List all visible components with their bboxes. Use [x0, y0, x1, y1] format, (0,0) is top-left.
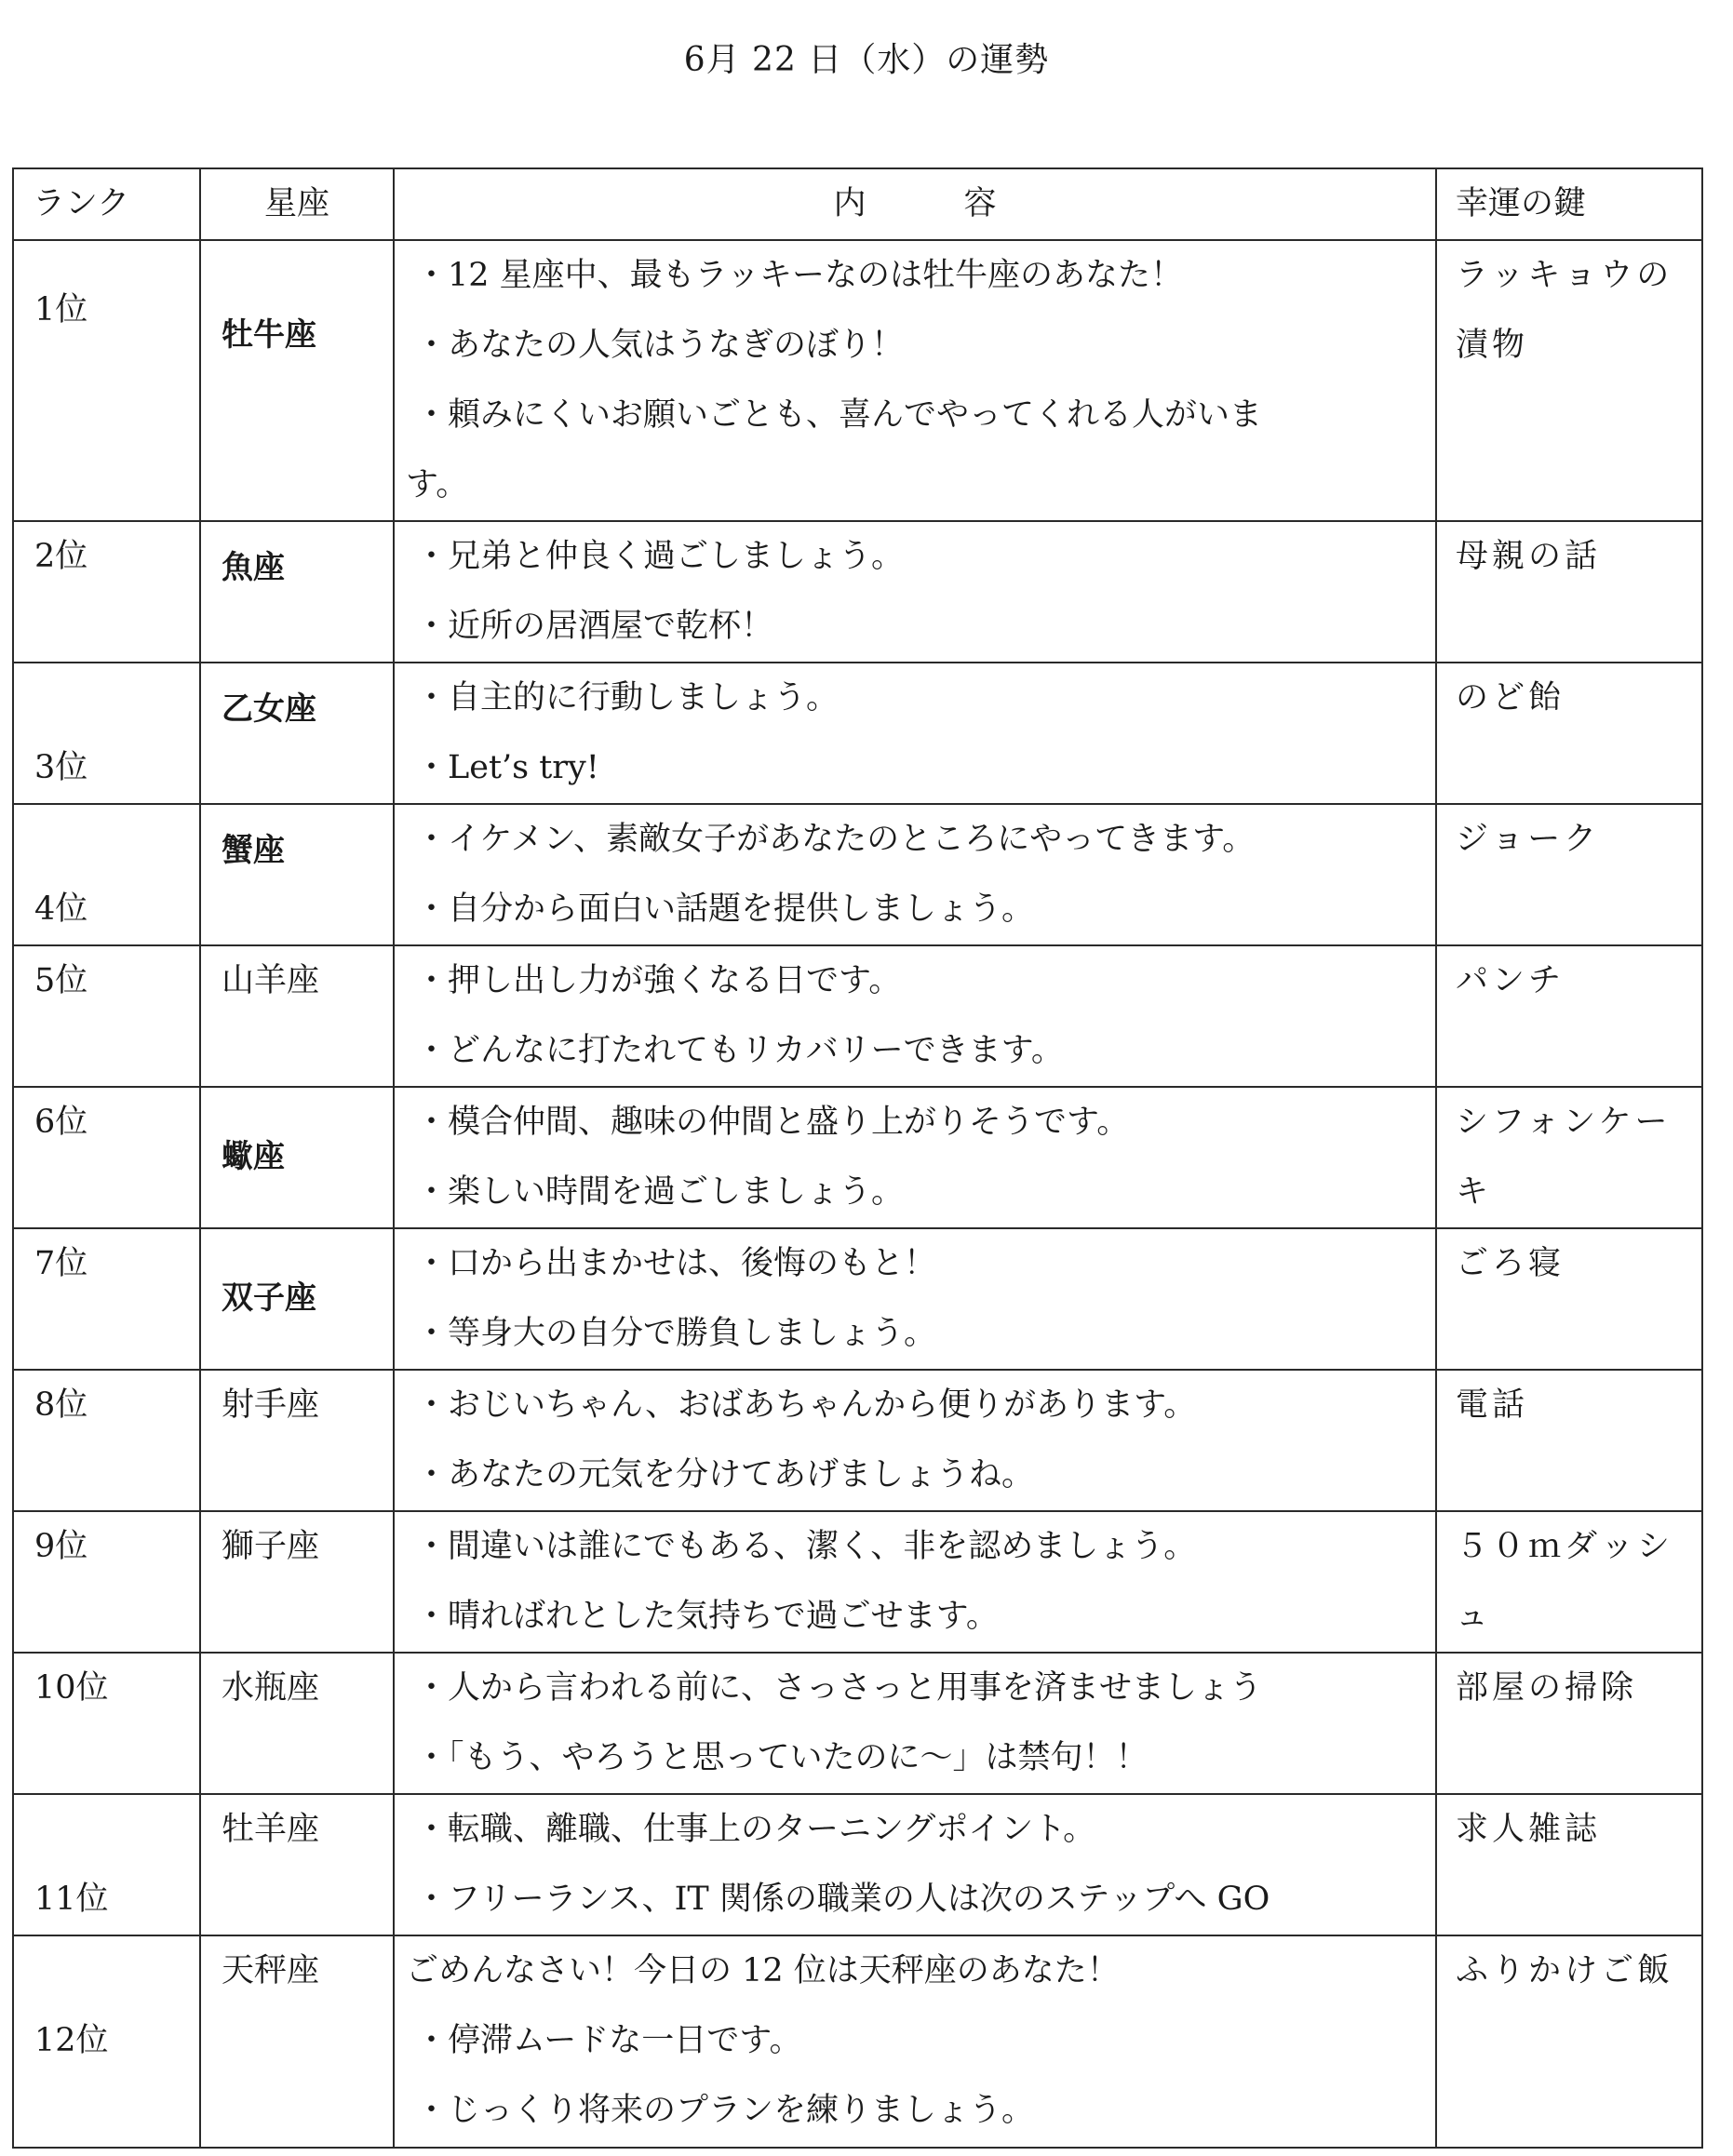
- rank-cell: [13, 1511, 200, 1653]
- content-line: ・自分から面白い話題を提供しましょう。: [415, 891, 1035, 928]
- rank-cell: [13, 1087, 200, 1228]
- content-cell: [394, 1653, 1436, 1794]
- content-line: ・イケメン、素敵女子があなたのところにやってきます。: [415, 821, 1256, 858]
- fortune-table: [12, 167, 1703, 2149]
- table-row: [13, 1087, 1702, 1228]
- table-row: [13, 1794, 1702, 1935]
- content-line: ・人から言われる前に、さっさっと用事を済ませましょう: [415, 1669, 1263, 1707]
- lucky-key-cell: [1436, 521, 1702, 663]
- content-cell: [394, 521, 1436, 663]
- table-row: [13, 1511, 1702, 1653]
- rank-cell: [13, 1794, 200, 1935]
- sign-cell: [200, 240, 394, 521]
- lucky-key-cell: [1436, 945, 1702, 1087]
- sign-label: 乙女座: [222, 690, 316, 728]
- content-line: ・頼みにくいお願いごとも、喜んでやってくれる人がいま: [415, 396, 1263, 434]
- lucky-key-cell: [1436, 1653, 1702, 1794]
- rank-label: 12位: [34, 2022, 109, 2059]
- content-cell: [394, 1794, 1436, 1935]
- rank-label: 10位: [34, 1669, 109, 1707]
- table-row: [13, 945, 1702, 1087]
- lucky-key-cell: [1436, 804, 1702, 945]
- rank-label: 3位: [34, 749, 88, 786]
- sign-cell: [200, 1653, 394, 1794]
- content-line: ・停滞ムードな一日です。: [415, 2022, 802, 2059]
- rank-cell: [13, 240, 200, 521]
- content-cell: [394, 945, 1436, 1087]
- page-title: 6月 22 日（水）の運勢: [683, 41, 1050, 79]
- lucky-key-cell: [1436, 1935, 1702, 2148]
- sign-label: 双子座: [222, 1279, 316, 1317]
- rank-label: 1位: [34, 291, 88, 328]
- content-line: ・どんなに打たれてもリカバリーできます。: [415, 1032, 1064, 1069]
- content-line: ・おじいちゃん、おばあちゃんから便りがあります。: [415, 1386, 1197, 1424]
- content-line: ・Let’s try!: [415, 749, 599, 786]
- content-cell: [394, 240, 1436, 521]
- sign-label: 蠍座: [222, 1138, 285, 1175]
- sign-cell: [200, 1087, 394, 1228]
- lucky-key-cell: [1436, 663, 1702, 804]
- content-line: ・あなたの元気を分けてあげましょうね。: [415, 1456, 1035, 1493]
- sign-cell: [200, 1511, 394, 1653]
- content-line: ごめんなさい！今日の 12 位は天秤座のあなた！: [406, 1952, 1120, 1989]
- sign-cell: [200, 1370, 394, 1511]
- content-cell: [394, 663, 1436, 804]
- content-line: ・近所の居酒屋で乾杯！: [415, 608, 774, 645]
- content-line: ・転職、離職、仕事上のターニングポイント。: [415, 1811, 1096, 1848]
- content-line: ・フリーランス、IT 関係の職業の人は次のステップへ GO: [415, 1881, 1270, 1918]
- table-row: [13, 804, 1702, 945]
- lucky-key-label: パンチ: [1456, 962, 1565, 999]
- table-row: [13, 663, 1702, 804]
- rank-label: 4位: [34, 891, 88, 928]
- rank-label: 6位: [34, 1104, 88, 1141]
- rank-label: 7位: [34, 1245, 88, 1282]
- lucky-key-cell: [1436, 1794, 1702, 1935]
- content-line: ・兄弟と仲良く過ごしましょう。: [415, 538, 905, 575]
- table-body: [13, 240, 1702, 2148]
- sign-cell: [200, 1228, 394, 1370]
- sign-label: 天秤座: [222, 1952, 320, 1989]
- content-line: ・模合仲間、趣味の仲間と盛り上がりそうです。: [415, 1104, 1130, 1141]
- sign-label: 魚座: [222, 549, 285, 586]
- lucky-key-label: ふりかけご飯: [1456, 1952, 1674, 1989]
- lucky-key-cell: [1436, 1228, 1702, 1370]
- lucky-key-cell: [1436, 1087, 1702, 1228]
- sign-label: 射手座: [222, 1386, 320, 1424]
- table-row: [13, 1370, 1702, 1511]
- rank-cell: [13, 1228, 200, 1370]
- sign-label: 牡牛座: [222, 316, 316, 354]
- header-lucky-key: 幸運の鍵: [1436, 168, 1702, 240]
- content-cell: [394, 1511, 1436, 1653]
- header-sign: 星座: [200, 168, 394, 240]
- content-cell: [394, 1087, 1436, 1228]
- lucky-key-cell: [1436, 1370, 1702, 1511]
- lucky-key-label: 部屋の掃除: [1456, 1669, 1638, 1707]
- sign-cell: [200, 521, 394, 663]
- lucky-key-label: シフォンケーキ: [1456, 1104, 1672, 1211]
- lucky-key-label: ５０ｍダッシュ: [1456, 1528, 1674, 1635]
- table-row: [13, 1935, 1702, 2148]
- content-line: ・間違いは誰にでもある、潔く、非を認めましょう。: [415, 1528, 1197, 1565]
- content-cell: [394, 1370, 1436, 1511]
- sign-label: 牡羊座: [222, 1811, 320, 1848]
- rank-label: 9位: [34, 1528, 88, 1565]
- table-row: [13, 1653, 1702, 1794]
- content-line: ・じっくり将来のプランを練りましょう。: [415, 2092, 1035, 2129]
- content-cell: [394, 1228, 1436, 1370]
- header-rank: ランク: [13, 168, 200, 240]
- lucky-key-label: ラッキョウの漬物: [1456, 257, 1673, 364]
- sign-cell: [200, 1794, 394, 1935]
- rank-cell: [13, 804, 200, 945]
- table-header-row: [13, 168, 1702, 240]
- rank-label: 11位: [34, 1881, 109, 1918]
- sign-label: 水瓶座: [222, 1669, 320, 1707]
- table-row: [13, 240, 1702, 521]
- rank-label: 8位: [34, 1386, 88, 1424]
- rank-cell: [13, 521, 200, 663]
- rank-label: 2位: [34, 538, 88, 575]
- lucky-key-cell: [1436, 1511, 1702, 1653]
- content-line: ・等身大の自分で勝負しましょう。: [415, 1315, 937, 1352]
- lucky-key-label: 電話: [1456, 1386, 1529, 1424]
- content-cell: [394, 1935, 1436, 2148]
- content-line: ・晴ればれとした気持ちで過ごせます。: [415, 1598, 999, 1635]
- rank-label: 5位: [34, 962, 88, 999]
- lucky-key-label: 母親の話: [1456, 538, 1602, 575]
- rank-cell: [13, 1653, 200, 1794]
- content-line: ・「もう、やろうと思っていたのに～」は禁句！！: [415, 1739, 1149, 1776]
- lucky-key-label: ごろ寝: [1456, 1245, 1565, 1282]
- content-line: ・自主的に行動しましょう。: [415, 679, 840, 716]
- sign-cell: [200, 1935, 394, 2148]
- content-line: ・12 星座中、最もラッキーなのは牡牛座のあなた！: [415, 257, 1183, 294]
- content-line: ・あなたの人気はうなぎのぼり！: [415, 327, 905, 364]
- content-cell: [394, 804, 1436, 945]
- lucky-key-label: のど飴: [1456, 679, 1565, 716]
- content-line: す。: [406, 466, 469, 503]
- header-content: 内 容: [394, 168, 1436, 240]
- content-line: ・押し出し力が強くなる日です。: [415, 962, 902, 999]
- sign-label: 山羊座: [222, 962, 320, 999]
- lucky-key-label: ジョーク: [1456, 821, 1601, 858]
- table-row: [13, 1228, 1702, 1370]
- lucky-key-cell: [1436, 240, 1702, 521]
- sign-cell: [200, 945, 394, 1087]
- table-row: [13, 521, 1702, 663]
- content-line: ・楽しい時間を過ごしましょう。: [415, 1173, 905, 1211]
- sign-cell: [200, 663, 394, 804]
- sign-cell: [200, 804, 394, 945]
- rank-cell: [13, 945, 200, 1087]
- sign-label: 獅子座: [222, 1528, 320, 1565]
- rank-cell: [13, 663, 200, 804]
- sign-label: 蟹座: [222, 832, 285, 869]
- rank-cell: [13, 1370, 200, 1511]
- lucky-key-label: 求人雑誌: [1456, 1811, 1602, 1848]
- rank-cell: [13, 1935, 200, 2148]
- content-line: ・口から出まかせは、後悔のもと！: [415, 1245, 937, 1282]
